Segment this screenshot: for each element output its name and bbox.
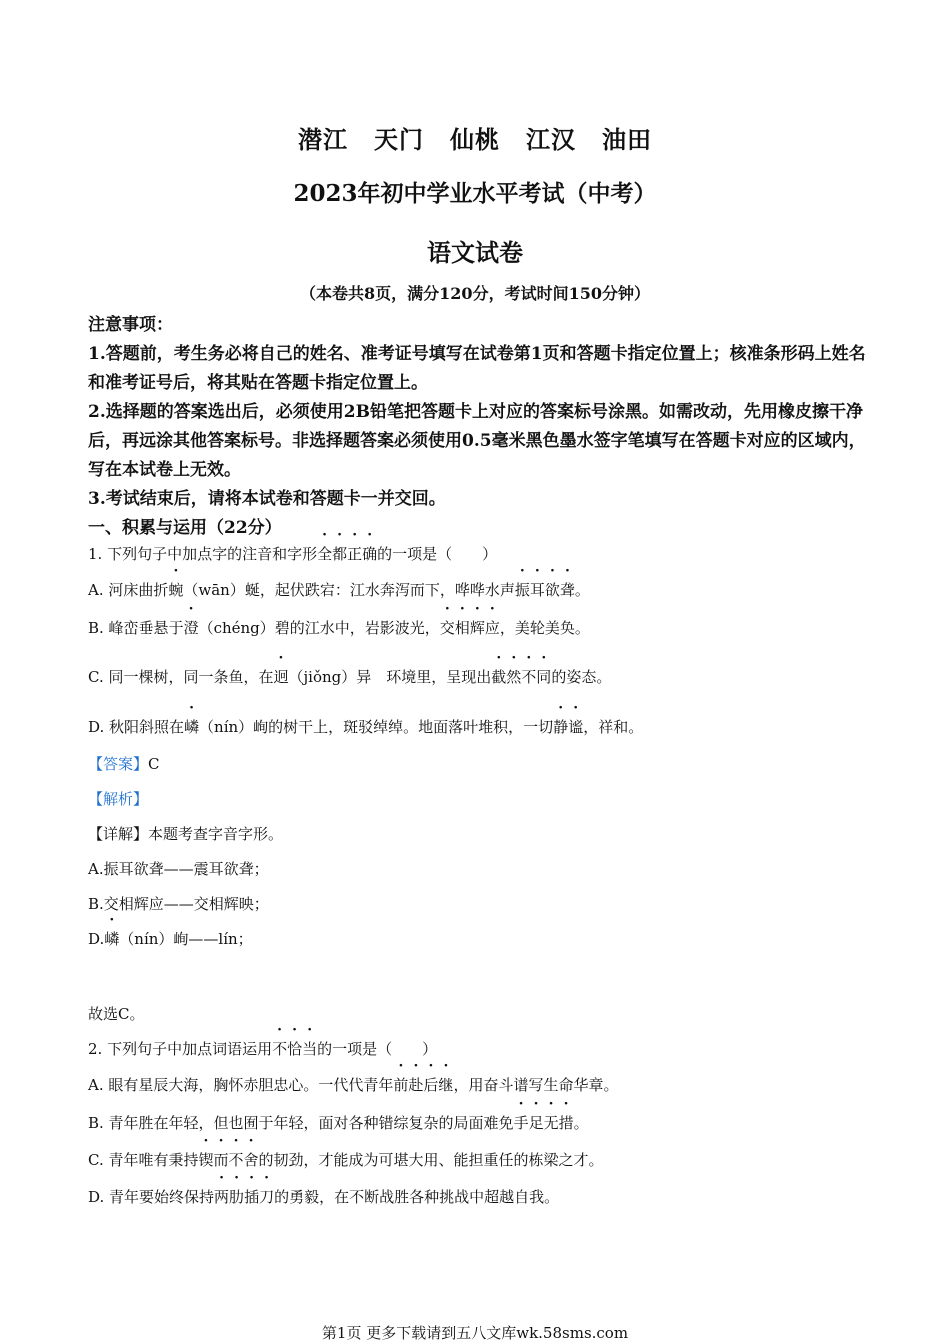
question-1-option-c: C. 同一棵树，同一条鱼，在迥（jiǒng）异 环境里，呈现出截然不同的姿态。	[88, 668, 612, 686]
answer-line	[88, 753, 888, 774]
emphasis-char: 相	[454, 619, 470, 637]
question-1-option-a: A. 河床曲折蜿（wān）蜒，起伏跌宕：江水奔泻而下，哗哗水声振耳欲聋。	[88, 581, 590, 599]
emphasis-char: 赴	[408, 1076, 424, 1094]
emphasis-char: 谧	[568, 718, 584, 736]
emphasis-char: 欲	[544, 581, 560, 599]
emphasis-text	[272, 1040, 317, 1058]
emphasis-char: 全	[317, 545, 333, 563]
emphasis-char: 聋	[559, 581, 575, 599]
emphasis-text	[393, 1076, 453, 1094]
region-name: 天门	[374, 125, 424, 154]
answer-label: 【答案】	[88, 755, 149, 773]
emphasis-char: 耳	[529, 581, 545, 599]
emphasis-text	[515, 581, 575, 599]
emphasis-text	[198, 1151, 258, 1169]
emphasis-char: 静	[553, 718, 569, 736]
detail-item: B.交相辉应——交相辉映；	[88, 895, 269, 913]
emphasis-char: 不	[521, 668, 537, 686]
emphasis-char: 恰	[287, 1040, 303, 1058]
exam-title: 2023年初中学业水平考试（中考）	[293, 180, 657, 207]
question-1-option-d: D. 秋阳斜照在嶙（nín）峋的树干上，斑驳绰绰。地面落叶堆积，一切静谧，祥和。	[88, 718, 644, 736]
region-name: 油田	[602, 125, 652, 154]
region-name: 潜江	[298, 125, 348, 154]
exam-info: （本卷共8页，满分120分，考试时间150分钟）	[300, 284, 650, 303]
notice-item: 1.答题前，考生务必将自己的姓名、准考证号填写在试卷第1页和答题卡指定位置上；核准条形码上姓名和准考证号后，将其贴在答题卡指定位置上。	[88, 344, 866, 393]
emphasis-text: 嶙	[104, 930, 120, 948]
emphasis-char: 前	[393, 1076, 409, 1094]
question-2-option-c: C. 青年唯有秉持锲而不舍的韧劲，才能成为可堪大用、能担重任的栋梁之才。	[88, 1151, 604, 1169]
emphasis-char: 都	[332, 545, 348, 563]
emphasis-text	[553, 718, 583, 736]
emphasis-char: 截	[491, 668, 507, 686]
emphasis-text	[317, 545, 377, 563]
emphasis-char: 应	[484, 619, 500, 637]
question-1-option-b: B. 峰峦垂悬于澄（chéng）碧的江水中，岩影波光，交相辉应，美轮美奂。	[88, 619, 590, 637]
section-heading: 一、积累与运用（22分）	[88, 518, 282, 538]
page-footer: 第1页 更多下载请到五八文库wk.58sms.com	[321, 1324, 629, 1342]
emphasis-char: 舍	[243, 1151, 259, 1169]
emphasis-char: 无	[543, 1114, 559, 1132]
emphasis-char: 刀	[259, 1188, 275, 1206]
emphasis-char: 措	[558, 1114, 574, 1132]
emphasis-text: 蜿	[168, 581, 184, 599]
emphasis-char: 辉	[469, 619, 485, 637]
question-2-stem: 2. 下列句子中加点词语运用不恰当的一项是（ ）	[88, 1040, 438, 1058]
emphasis-text	[214, 1188, 274, 1206]
emphasis-char: 不	[272, 1040, 288, 1058]
notice-item: 2.选择题的答案选出后，必须使用2B铅笔把答题卡上对应的答案标号涂黑。如需改动，先用橡皮擦干净后，再远涂其他答案标号。非选择题答案必须使用0.5毫米黑色墨水签字笔填写在答题卡对应的区域内，写在本试卷上无效。	[88, 402, 866, 480]
emphasis-char: 插	[244, 1188, 260, 1206]
region-name: 仙桃	[450, 125, 500, 154]
emphasis-text	[514, 1114, 574, 1132]
emphasis-char: 同	[536, 668, 552, 686]
emphasis-char: 而	[213, 1151, 229, 1169]
emphasis-char: 当	[302, 1040, 318, 1058]
emphasis-text: 迥	[273, 668, 289, 686]
emphasis-char: 然	[506, 668, 522, 686]
region-name: 江汉	[526, 125, 576, 154]
detail-heading: 【详解】本题考查字音字形。	[88, 825, 284, 843]
answer-value: C	[148, 755, 160, 773]
analysis-label: 【解析】	[88, 790, 149, 808]
paper-title: 语文试卷	[427, 238, 523, 267]
emphasis-char: 确	[362, 545, 378, 563]
emphasis-text: 嶙	[184, 718, 200, 736]
emphasis-char: 交	[439, 619, 455, 637]
emphasis-text: 澄	[183, 619, 199, 637]
notice-heading: 注意事项：	[88, 315, 173, 335]
emphasis-char: 振	[514, 581, 530, 599]
question-1-stem: 1. 下列句子中加点字的注音和字形全都正确的一项是（ ）	[88, 545, 498, 563]
emphasis-char: 足	[528, 1114, 544, 1132]
question-2-option-a: A. 眼有星辰大海，胸怀赤胆忠心。一代代青年前赴后继，用奋斗谱写生命华章。	[88, 1076, 619, 1094]
detail-item: D.嶙（nín）峋——lín；	[88, 930, 253, 948]
detail-item: A.振耳欲聋——震耳欲聋；	[88, 860, 269, 878]
notice-section	[88, 311, 868, 514]
emphasis-char: 锲	[198, 1151, 214, 1169]
emphasis-char: 正	[347, 545, 363, 563]
emphasis-char: 后	[423, 1076, 439, 1094]
notice-item: 3.考试结束后，请将本试卷和答题卡一并交回。	[88, 489, 446, 509]
emphasis-text	[491, 668, 551, 686]
question-2-option-d: D. 青年要始终保持两肋插刀的勇毅，在不断战胜各种挑战中超越自我。	[88, 1188, 560, 1206]
emphasis-char: 肋	[229, 1188, 245, 1206]
region-title	[0, 120, 950, 155]
emphasis-char: 继	[438, 1076, 454, 1094]
emphasis-char: 两	[214, 1188, 230, 1206]
emphasis-text	[440, 619, 500, 637]
emphasis-char: 手	[513, 1114, 529, 1132]
detail-conclusion: 故选C。	[88, 1005, 145, 1023]
question-2-option-b: B. 青年胜在年轻，但也囿于年轻，面对各种错综复杂的局面难免手足无措。	[88, 1114, 589, 1132]
emphasis-char: 不	[228, 1151, 244, 1169]
